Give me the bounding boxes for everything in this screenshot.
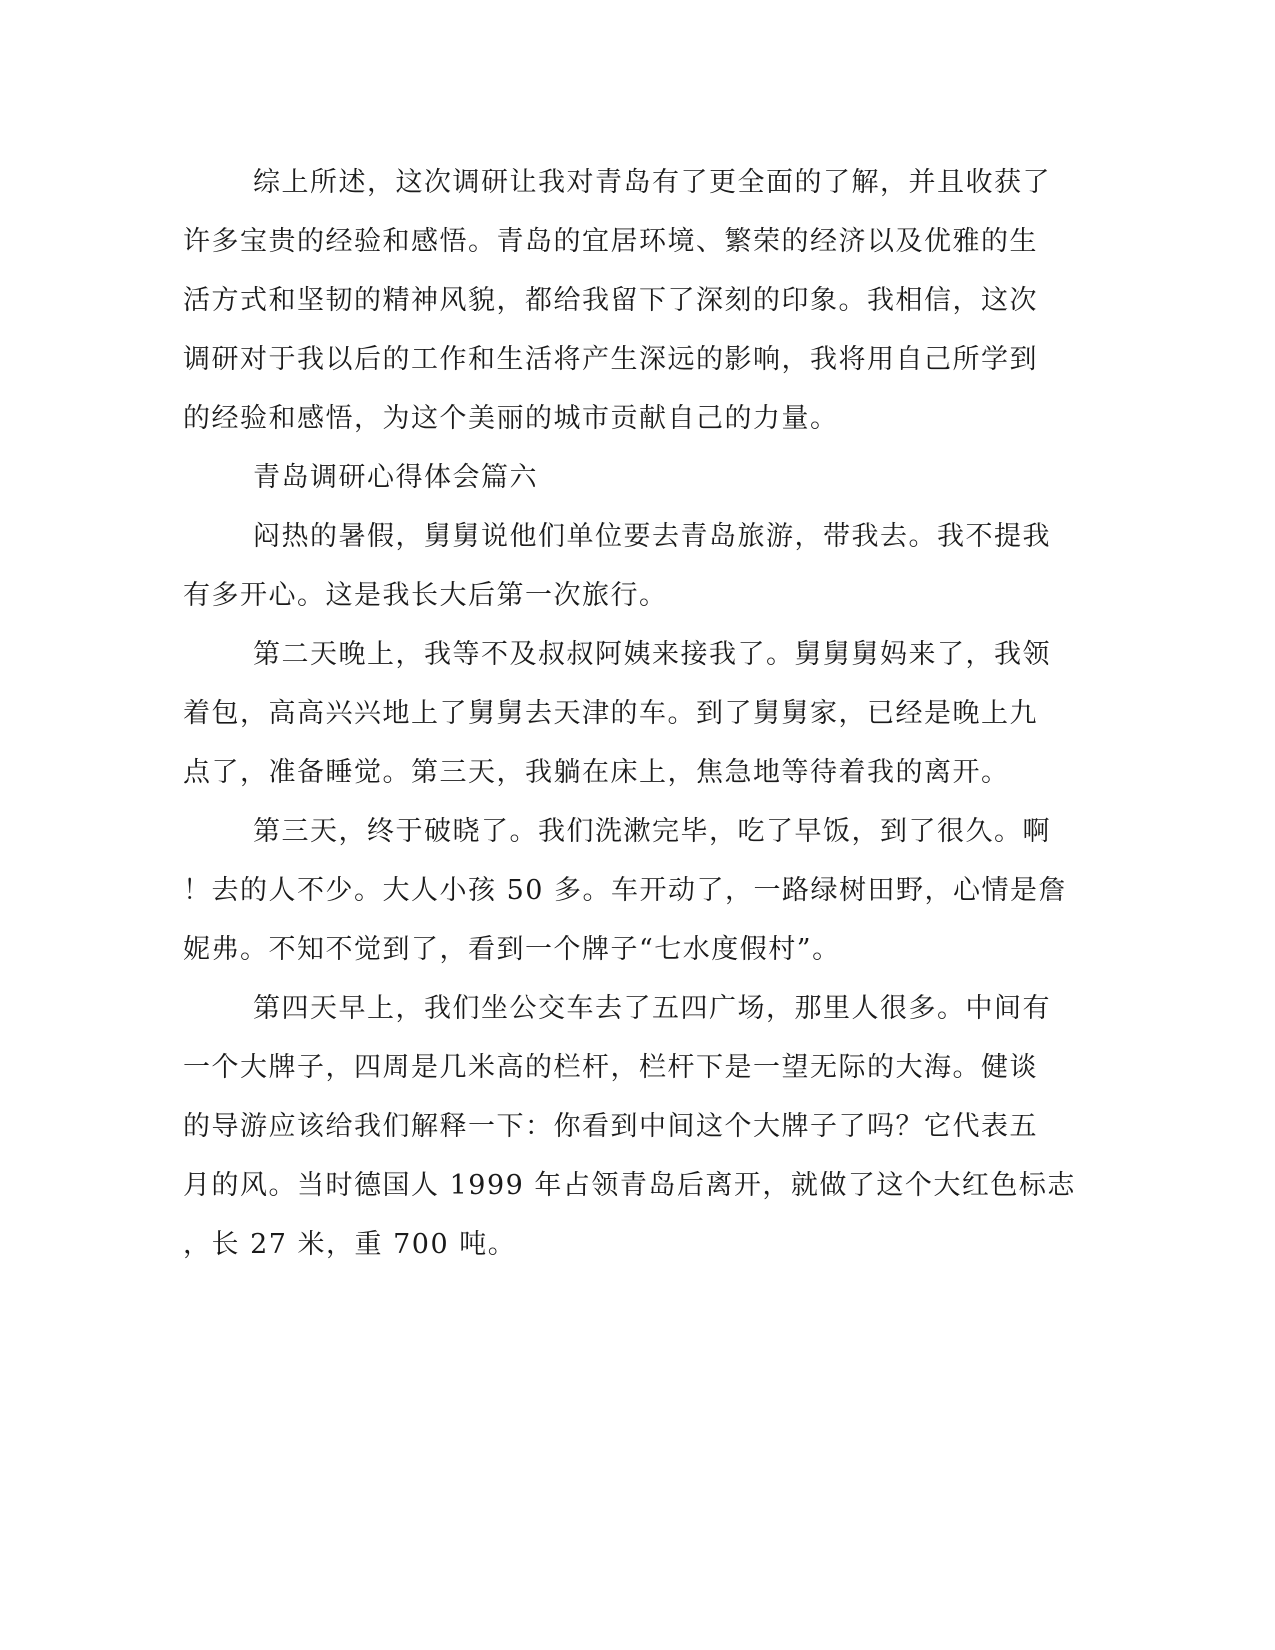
paragraph-2-line-2: 有多开心。这是我长大后第一次旅行。 <box>183 580 668 611</box>
paragraph-1-line-1: 综上所述，这次调研让我对青岛有了更全面的了解，并且收获了 <box>253 167 1051 198</box>
paragraph-2-line-1: 闷热的暑假，舅舅说他们单位要去青岛旅游，带我去。我不提我 <box>253 521 1051 552</box>
paragraph-4-line-3: 妮弗。不知不觉到了，看到一个牌子“七水度假村”。 <box>183 934 841 965</box>
paragraph-4-line-2: ！去的人不少。大人小孩 50 多。车开动了，一路绿树田野，心情是詹 <box>183 875 1068 906</box>
paragraph-1-line-3: 活方式和坚韧的精神风貌，都给我留下了深刻的印象。我相信，这次 <box>183 285 1038 316</box>
paragraph-5-line-3: 的导游应该给我们解释一下：你看到中间这个大牌子了吗？它代表五 <box>183 1111 1038 1142</box>
paragraph-1-line-5: 的经验和感悟，为这个美丽的城市贡献自己的力量。 <box>183 403 839 434</box>
paragraph-1-line-2: 许多宝贵的经验和感悟。青岛的宜居环境、繁荣的经济以及优雅的生 <box>183 226 1038 257</box>
paragraph-3-line-3: 点了，准备睡觉。第三天，我躺在床上，焦急地等待着我的离开。 <box>183 757 1010 788</box>
paragraph-5-line-1: 第四天早上，我们坐公交车去了五四广场，那里人很多。中间有 <box>253 993 1051 1024</box>
section-title: 青岛调研心得体会篇六 <box>253 462 538 493</box>
paragraph-3-line-1: 第二天晚上，我等不及叔叔阿姨来接我了。舅舅舅妈来了，我领 <box>253 639 1051 670</box>
paragraph-1-line-4: 调研对于我以后的工作和生活将产生深远的影响，我将用自己所学到 <box>183 344 1038 375</box>
paragraph-5-line-4: 月的风。当时德国人 1999 年占领青岛后离开，就做了这个大红色标志 <box>183 1170 1076 1201</box>
paragraph-4-line-1: 第三天，终于破晓了。我们洗漱完毕，吃了早饭，到了很久。啊 <box>253 816 1051 847</box>
paragraph-3-line-2: 着包，高高兴兴地上了舅舅去天津的车。到了舅舅家，已经是晚上九 <box>183 698 1038 729</box>
paragraph-5-line-5: ，长 27 米，重 700 吨。 <box>183 1229 517 1260</box>
paragraph-5-line-2: 一个大牌子，四周是几米高的栏杆，栏杆下是一望无际的大海。健谈 <box>183 1052 1038 1083</box>
